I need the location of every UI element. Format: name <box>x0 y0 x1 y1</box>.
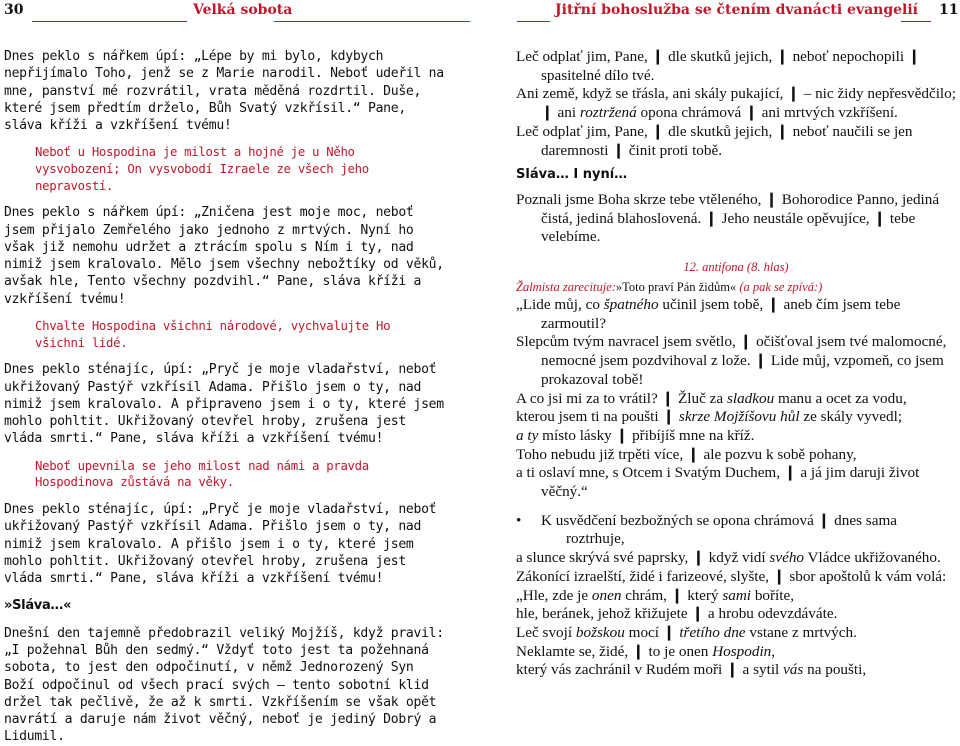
running-header <box>0 0 960 22</box>
doxastikon-paragraph: Dnešní den tajemně předobrazil veliký Mojžíš, když pravil: „I požehnal Bůh den sedmý.“ Vždyť toto jest ta požehnaná sobota, to jest den odpočinutí, v němž Jednorozený Syn Boží odpočinul od všech prací svých – tento sobotní klid držel tak pečlivě, že až k smrti. Vzkříšením se však opět navrátí a daruje nám život věčný, neboť je jediný Dobrý a Lidumil. <box>4 625 444 745</box>
verse-line: „Hle, zde je onen chrám, ❙ který sami boříte, <box>516 586 795 604</box>
bullet-icon: • <box>516 511 522 529</box>
theotokion: Poznali jsme Boha skrze tebe vtěleného, ❙ Bohorodice Panno, jediná čistá, jediná blahoslovená. ❙ Jeho neustále opěvujíce, ❙ tebe velebíme. <box>516 190 940 246</box>
bullet-item: • K usvědčení bezbožných se opona chrámová ❙ dnes sama roztrhuje, <box>516 511 898 548</box>
psalm-verse: Neboť u Hospodina je milost a hojné je u Něho vysvobození; On vysvobodí Izraele ze všech jeho nepravostí. <box>35 145 369 193</box>
header-rule-middle-left <box>274 21 470 22</box>
rubric: Žalmista zarecituje:»Toto praví Pán židům« (a pak se zpívá:) <box>516 280 823 295</box>
stichera-paragraph: Dnes peklo s nářkem úpí: „Lépe by mi bylo, kdybych nepřijímalo Toho, jenž se z Marie narodil. Neboť udeřil na mne, panství mé rozvrátil, vrata měděná rozdrtil. Duše, které jsem předtím drželo, Bůh Svatý vzkřísil.“ Pane, sláva kříži a vzkříšení tvému! <box>4 49 444 134</box>
verse-line: hle, beránek, jehož křižujete ❙ a hrobu odevzdáváte. <box>516 605 838 623</box>
left-column <box>4 48 445 746</box>
antiphon-title: 12. antifona (8. hlas) <box>683 260 789 275</box>
header-rule-right <box>901 21 931 22</box>
hymn-verse: Ani země, když se třásla, ani skály pukající, ❙ – nic židy nepřesvědčilo; ❙ ani roztržená opona chrámová ❙ ani mrtvých vzkříšení. <box>516 85 956 122</box>
antiphon-verse: a ti oslaví mne, s Otcem i Svatým Duchem, ❙ a já jim daruji život věčný.“ <box>516 464 920 501</box>
verse-line: Neklamte se, židé, ❙ to je onen Hospodin, <box>516 642 776 660</box>
antiphon-verse: Slepcům tvým navracel jsem světlo, ❙ očišťoval jsem tvé malomocné, nemocné jsem pozdvihoval z lože. ❙ Lide můj, vzpomeň, co jsem prokazoval tobě! <box>516 333 947 388</box>
antiphon-verse: Toho nebudu již trpěti více, ❙ ale pozvu k sobě pohany, <box>516 445 857 463</box>
verse-line: který vás zachránil v Rudém moři ❙ a sytil vás na poušti, <box>516 661 867 679</box>
verse-line: a slunce skrývá své paprsky, ❙ když vidí svého Vládce ukřižovaného. <box>516 549 941 567</box>
glory-now-rubric: Sláva… I nyní… <box>516 167 628 183</box>
stichera-paragraph: Dnes peklo sténajíc, úpí: „Pryč je moje vladařství, neboť ukřižovaný Pastýř vzkřísil Adama. Přišlo jsem o ty, nad nimiž jsem kralovalo. A přišlo jsem i o ty, které jsem mohlo pohltit. Ukřižovaný otevřel hroby, zrušena jest vláda smrti.“ Pane, sláva kříži a vzkříšení tvému! <box>4 501 437 587</box>
psalm-verse: Chvalte Hospodina všichni národové, vychvalujte Ho všichni lidé. <box>35 319 391 350</box>
running-title-left: Velká sobota <box>193 2 293 18</box>
verse-line: Zákonící izraelští, židé i farizeové, slyšte, ❙ sbor apoštolů k vám volá: <box>516 567 947 585</box>
hymn-verse: Leč odplať jim, Pane, ❙ dle skutků jejich, ❙ neboť naučili se jen daremnosti ❙ činit proti tobě. <box>516 122 913 159</box>
page-number-right: 11 <box>939 2 959 18</box>
antiphon-verse: kterou jsem ti na poušti ❙ skrze Mojžíšovu hůl ze skály vyvedl; <box>516 408 903 426</box>
antiphon-verse: a ty místo lásky ❙ přibíjíš mne na kříž. <box>516 426 755 444</box>
antiphon-verse: A co jsi mi za to vrátil? ❙ Žluč za sladkou manu a ocet za vodu, <box>516 389 907 407</box>
right-column <box>516 48 956 680</box>
stichera-paragraph: Dnes peklo s nářkem úpí: „Zničena jest moje moc, neboť jsem přijalo Zemřelého jako jednoho z mrtvých. Nyní ho však již nemohu udržet a ztrácím spolu s Ním i ty, nad nimiž jsem kralovalo. Mělo jsem všechny nebožtíky od věků, avšak hle, Tento všechny pozdvihl.“ Pane, sláva kříži a vzkříšení tvému! <box>4 205 444 307</box>
glory-rubric: »Sláva…« <box>4 598 72 614</box>
running-title-right: Jitřní bohoslužba se čtením dvanácti evangelií <box>555 2 918 18</box>
page-number-left: 30 <box>4 2 24 18</box>
header-rule-left <box>32 21 187 22</box>
hymn-verse: Leč odplať jim, Pane, ❙ dle skutků jejich, ❙ neboť nepochopili ❙ spasitelné dílo tvé. <box>516 48 921 84</box>
antiphon-verse: „Lide můj, co špatného učinil jsem tobě, ❙ aneb čím jsem tebe zarmoutil? <box>516 296 901 332</box>
stichera-paragraph: Dnes peklo sténajíc, úpí: „Pryč je moje vladařství, neboť ukřižovaný Pastýř vzkřísil Adama. Přišlo jsem o ty, nad nimiž jsem kralovalo. A připraveno jsem i o ty, které jsem mohlo pohltit. Ukřižovaný otevřel hroby, zrušena jest vláda smrti.“ Pane, sláva kříži a vzkříšení tvému! <box>4 362 444 447</box>
psalm-verse: Neboť upevnila se jeho milost nad námi a pravda Hospodinova zůstává na věky. <box>35 458 369 490</box>
header-rule-middle-right <box>517 21 550 22</box>
verse-line: Leč svojí božskou mocí ❙ třetího dne vstane z mrtvých. <box>516 623 857 641</box>
